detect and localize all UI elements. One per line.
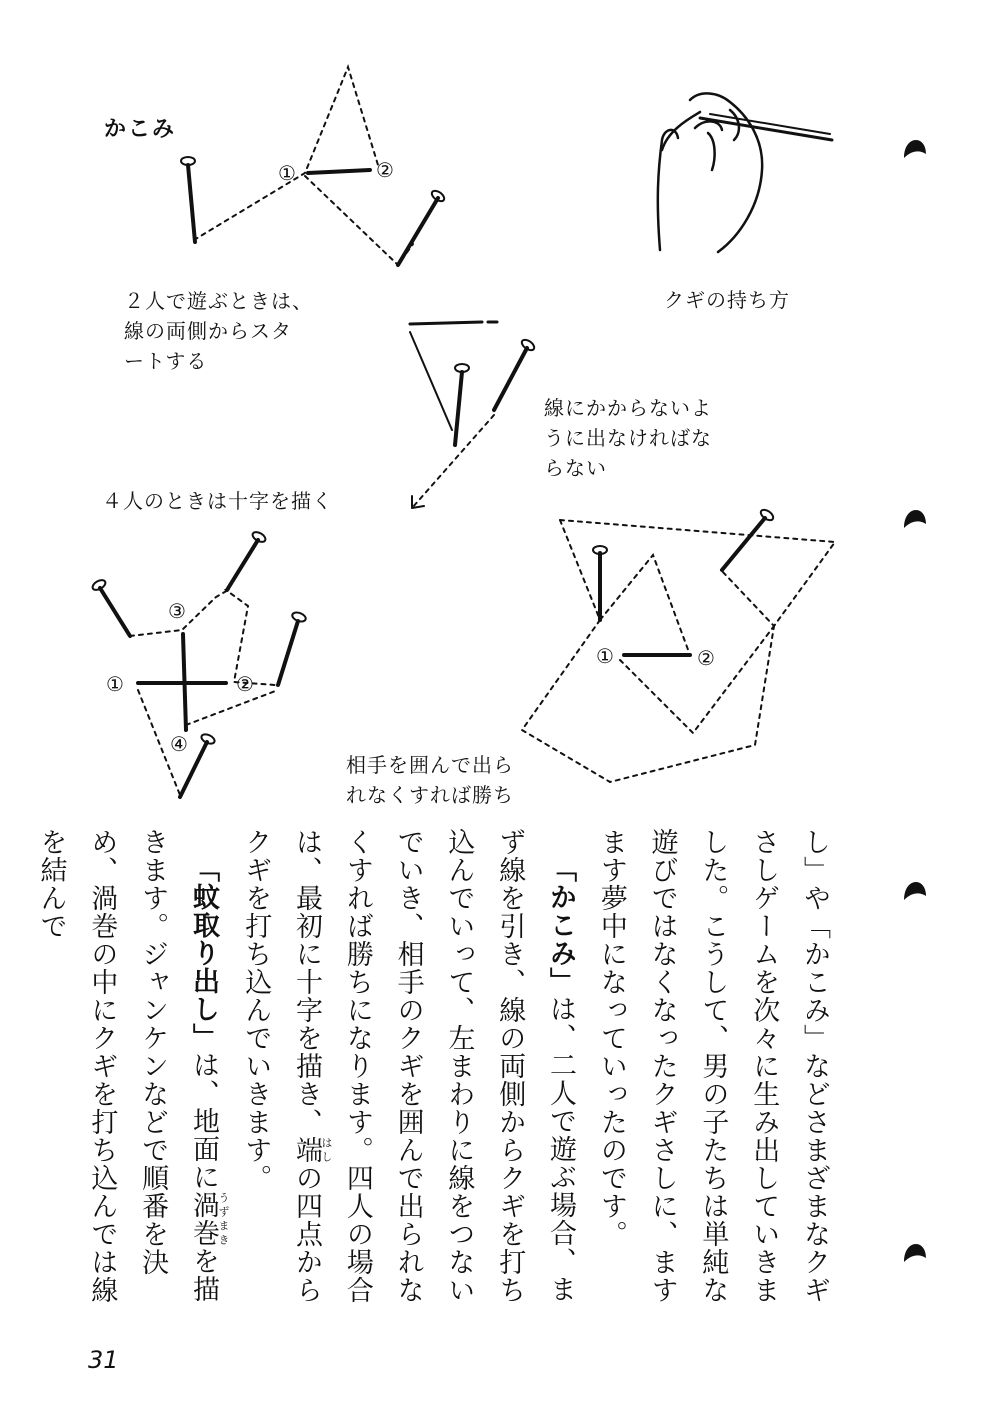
enclosure-diagram [522, 508, 835, 782]
label-one: ① [106, 672, 124, 696]
label-one: ① [278, 161, 296, 185]
label-two: ② [376, 158, 394, 182]
caption-avoid-line: 線にかからないよ うに出なければな らない [544, 396, 712, 480]
label-two: ② [236, 672, 254, 696]
label-three: ③ [168, 599, 186, 623]
paragraph-2: 「かこみ」は、二人で遊ぶ場合、まず線を引き、線の両側からクギを打ち込んでいって、左まわりに線をつないでいき、相手のクギを囲んで出られなくすれば勝ちになります。四人の場合は、最初に十字を描き、端はしの四点からクギを打ち込んでいきます。 [240, 828, 577, 1304]
caption-nail-grip: クギの持ち方 [664, 288, 790, 312]
caption-enclose: 相手を囲んで出ら れなくすれば勝ち [346, 753, 514, 807]
label-four: ④ [170, 732, 188, 756]
escape-diagram [410, 322, 536, 508]
paragraph-3: 「蚊取り出し」は、地面に渦巻うずまきを描きます。ジャンケンなどで順番を決め、渦巻の中にクギを打ち込んでは線を結んで [35, 828, 230, 1304]
label-two: ② [697, 646, 715, 670]
four-player-diagram [91, 530, 307, 797]
body-text [35, 828, 839, 1328]
paragraph-1: し」や「かこみ」などさまざまなクギさしゲームを次々に生み出していきました。こうして、男の子たちは単純な遊びではなくなったクギさしに、ますます夢中になっていったのです。 [595, 828, 830, 1304]
term-katori-dashi: 「蚊取り出し」 [187, 855, 219, 1051]
binder-hole-icon [902, 138, 928, 160]
term-kakomi: 「かこみ」 [545, 855, 577, 995]
diagram-heading: かこみ [104, 117, 177, 142]
caption-two-players: ２人で遊ぶときは、 線の両側からスタ ートする [124, 289, 313, 373]
caption-four-players: ４人のときは十字を描く [102, 489, 333, 513]
hand-holding-nail-illustration [658, 93, 832, 252]
page-number: 31 [88, 1346, 119, 1374]
binder-hole-icon [902, 1242, 928, 1264]
binder-hole-icon [902, 880, 928, 902]
two-player-diagram [181, 67, 446, 265]
binder-hole-icon [902, 508, 928, 530]
label-one: ① [596, 644, 614, 668]
